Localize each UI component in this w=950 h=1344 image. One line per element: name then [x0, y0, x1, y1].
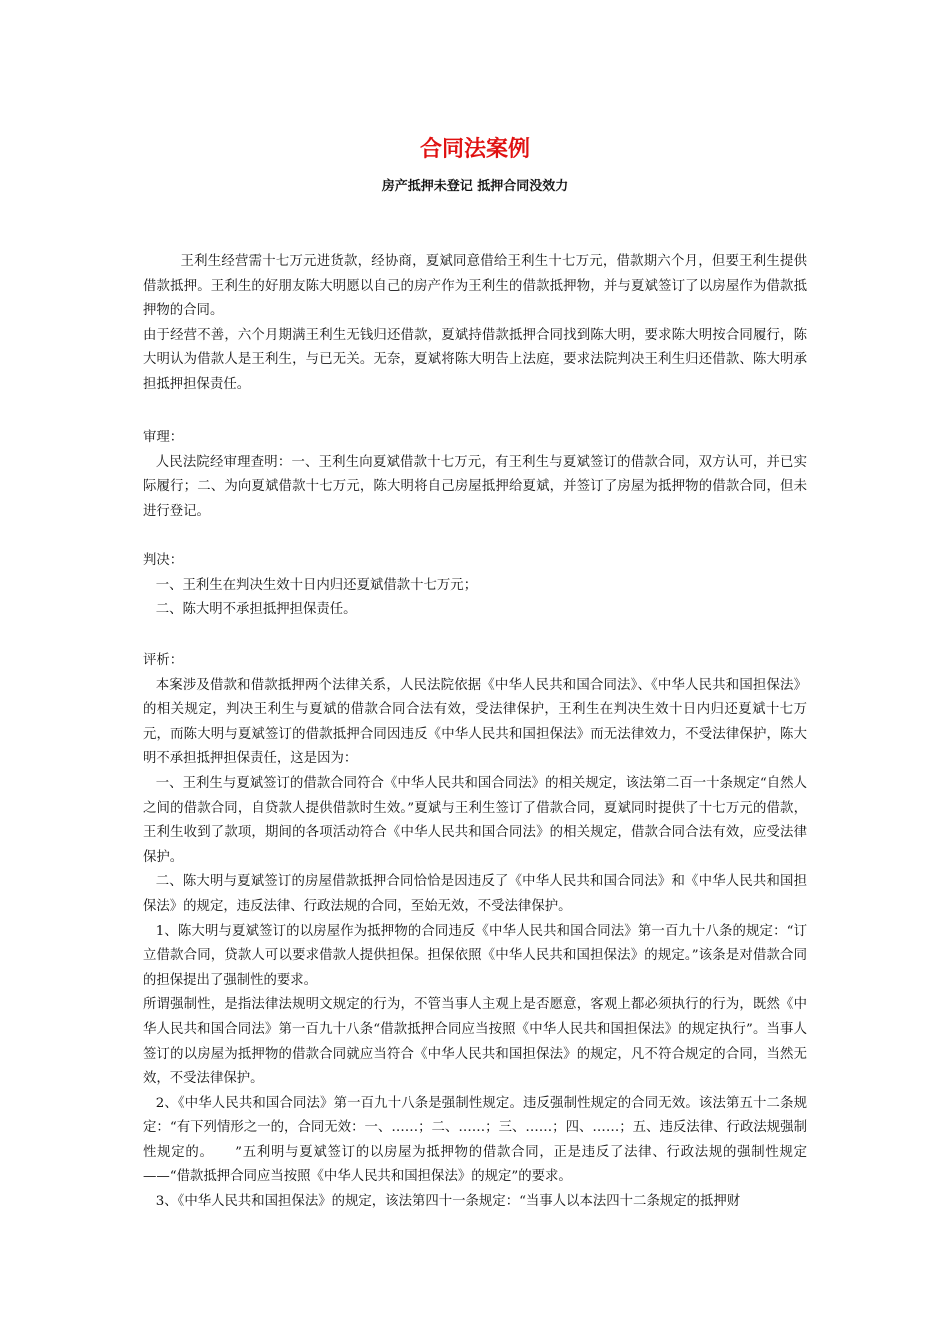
analysis-paragraph-4: 1、陈大明与夏斌签订的以房屋作为抵押物的合同违反《中华人民共和国合同法》第一百九十八条的规定：“订立借款合同，贷款人可以要求借款人提供担保。担保依照《中华人民共和国担保法》的规定。”该条是对借款合同的担保提出了强制性的要求。: [143, 923, 807, 988]
analysis-paragraph-3: 二、陈大明与夏斌签订的房屋借款抵押合同恰恰是因违反了《中华人民共和国合同法》和《中华人民共和国担保法》的规定，违反法律、行政法规的合同，至始无效，不受法律保护。: [143, 874, 807, 914]
analysis-paragraph-6: 2、《中华人民共和国合同法》第一百九十八条是强制性规定。违反强制性规定的合同无效。该法第五十二条规定：“有下列情形之一的，合同无效：一、……；二、……；三、……；四、……；五、违反法律、行政法规强制性规定的。 ”五利明与夏斌签订的以房屋为抵押物的借款合同，正是违反了法律、行政法规的强制性规定——“借款抵押合同应当按照《中华人民共和国担保法》的规定”的要求。: [143, 1095, 807, 1185]
trial-paragraph: 人民法院经审理查明：一、王利生向夏斌借款十七万元，有王利生与夏斌签订的借款合同，双方认可，并已实际履行；二、为向夏斌借款十七万元，陈大明将自己房屋抵押给夏斌，并签订了房屋为抵押物的借款合同，但未进行登记。: [143, 454, 807, 519]
facts-section: [143, 250, 807, 398]
trial-label: 审理：: [143, 430, 184, 445]
judgment-item-1: 一、王利生在判决生效十日内归还夏斌借款十七万元；: [155, 577, 478, 593]
analysis-paragraph-7: 3、《中华人民共和国担保法》的规定，该法第四十一条规定：“当事人以本法四十二条规定的抵押财: [155, 1194, 741, 1210]
facts-paragraph-1: 王利生经营需十七万元进货款，经协商，夏斌同意借给王利生十七万元，借款期六个月，但要王利生提供借款抵押。王利生的好朋友陈大明愿以自己的房产作为王利生的借款抵押物，并与夏斌签订了以房屋作为借款抵押物的合同。: [143, 254, 807, 319]
judgment-section: [143, 549, 807, 623]
trial-section: [143, 426, 807, 524]
analysis-paragraph-2: 一、王利生与夏斌签订的借款合同符合《中华人民共和国合同法》的相关规定，该法第二百一十条规定“自然人之间的借款合同，自贷款人提供借款时生效。”夏斌与王利生签订了借款合同，夏斌同时提供了十七万元的借款，王利生收到了款项，期间的各项活动符合《中华人民共和国合同法》的相关规定，借款合同合法有效，应受法律保护。: [143, 775, 807, 865]
judgment-label: 判决：: [143, 553, 184, 568]
analysis-paragraph-1: 本案涉及借款和借款抵押两个法律关系，人民法院依据《中华人民共和国合同法》、《中华人民共和国担保法》的相关规定，判决王利生与夏斌的借款合同合法有效，受法律保护，王利生在判决生效十日内归还夏斌十七万元，而陈大明与夏斌签订的借款抵押合同因违反《中华人民共和国担保法》而无法律效力，不受法律保护，陈大明不承担抵押担保责任，这是因为：: [143, 677, 807, 767]
analysis-paragraph-5: 所谓强制性，是指法律法规明文规定的行为，不管当事人主观上是否愿意，客观上都必须执行的行为，既然《中华人民共和国合同法》第一百九十八条“借款抵押合同应当按照《中华人民共和国担保法》的规定执行”。当事人签订的以房屋为抵押物的借款合同就应当符合《中华人民共和国担保法》的规定，凡不符合规定的合同，当然无效，不受法律保护。: [143, 997, 807, 1087]
analysis-section: [143, 649, 807, 1215]
document-title: 合同法案例: [419, 137, 530, 162]
document-subtitle: 房产抵押未登记 抵押合同没效力: [381, 179, 569, 194]
judgment-item-2: 二、陈大明不承担抵押担保责任。: [155, 602, 357, 618]
facts-paragraph-2: 由于经营不善，六个月期满王利生无钱归还借款，夏斌持借款抵押合同找到陈大明，要求陈大明按合同履行，陈大明认为借款人是王利生，与已无关。无奈，夏斌将陈大明告上法庭，要求法院判决王利生归还借款、陈大明承担抵押担保责任。: [143, 327, 807, 392]
analysis-label: 评析：: [143, 653, 184, 668]
